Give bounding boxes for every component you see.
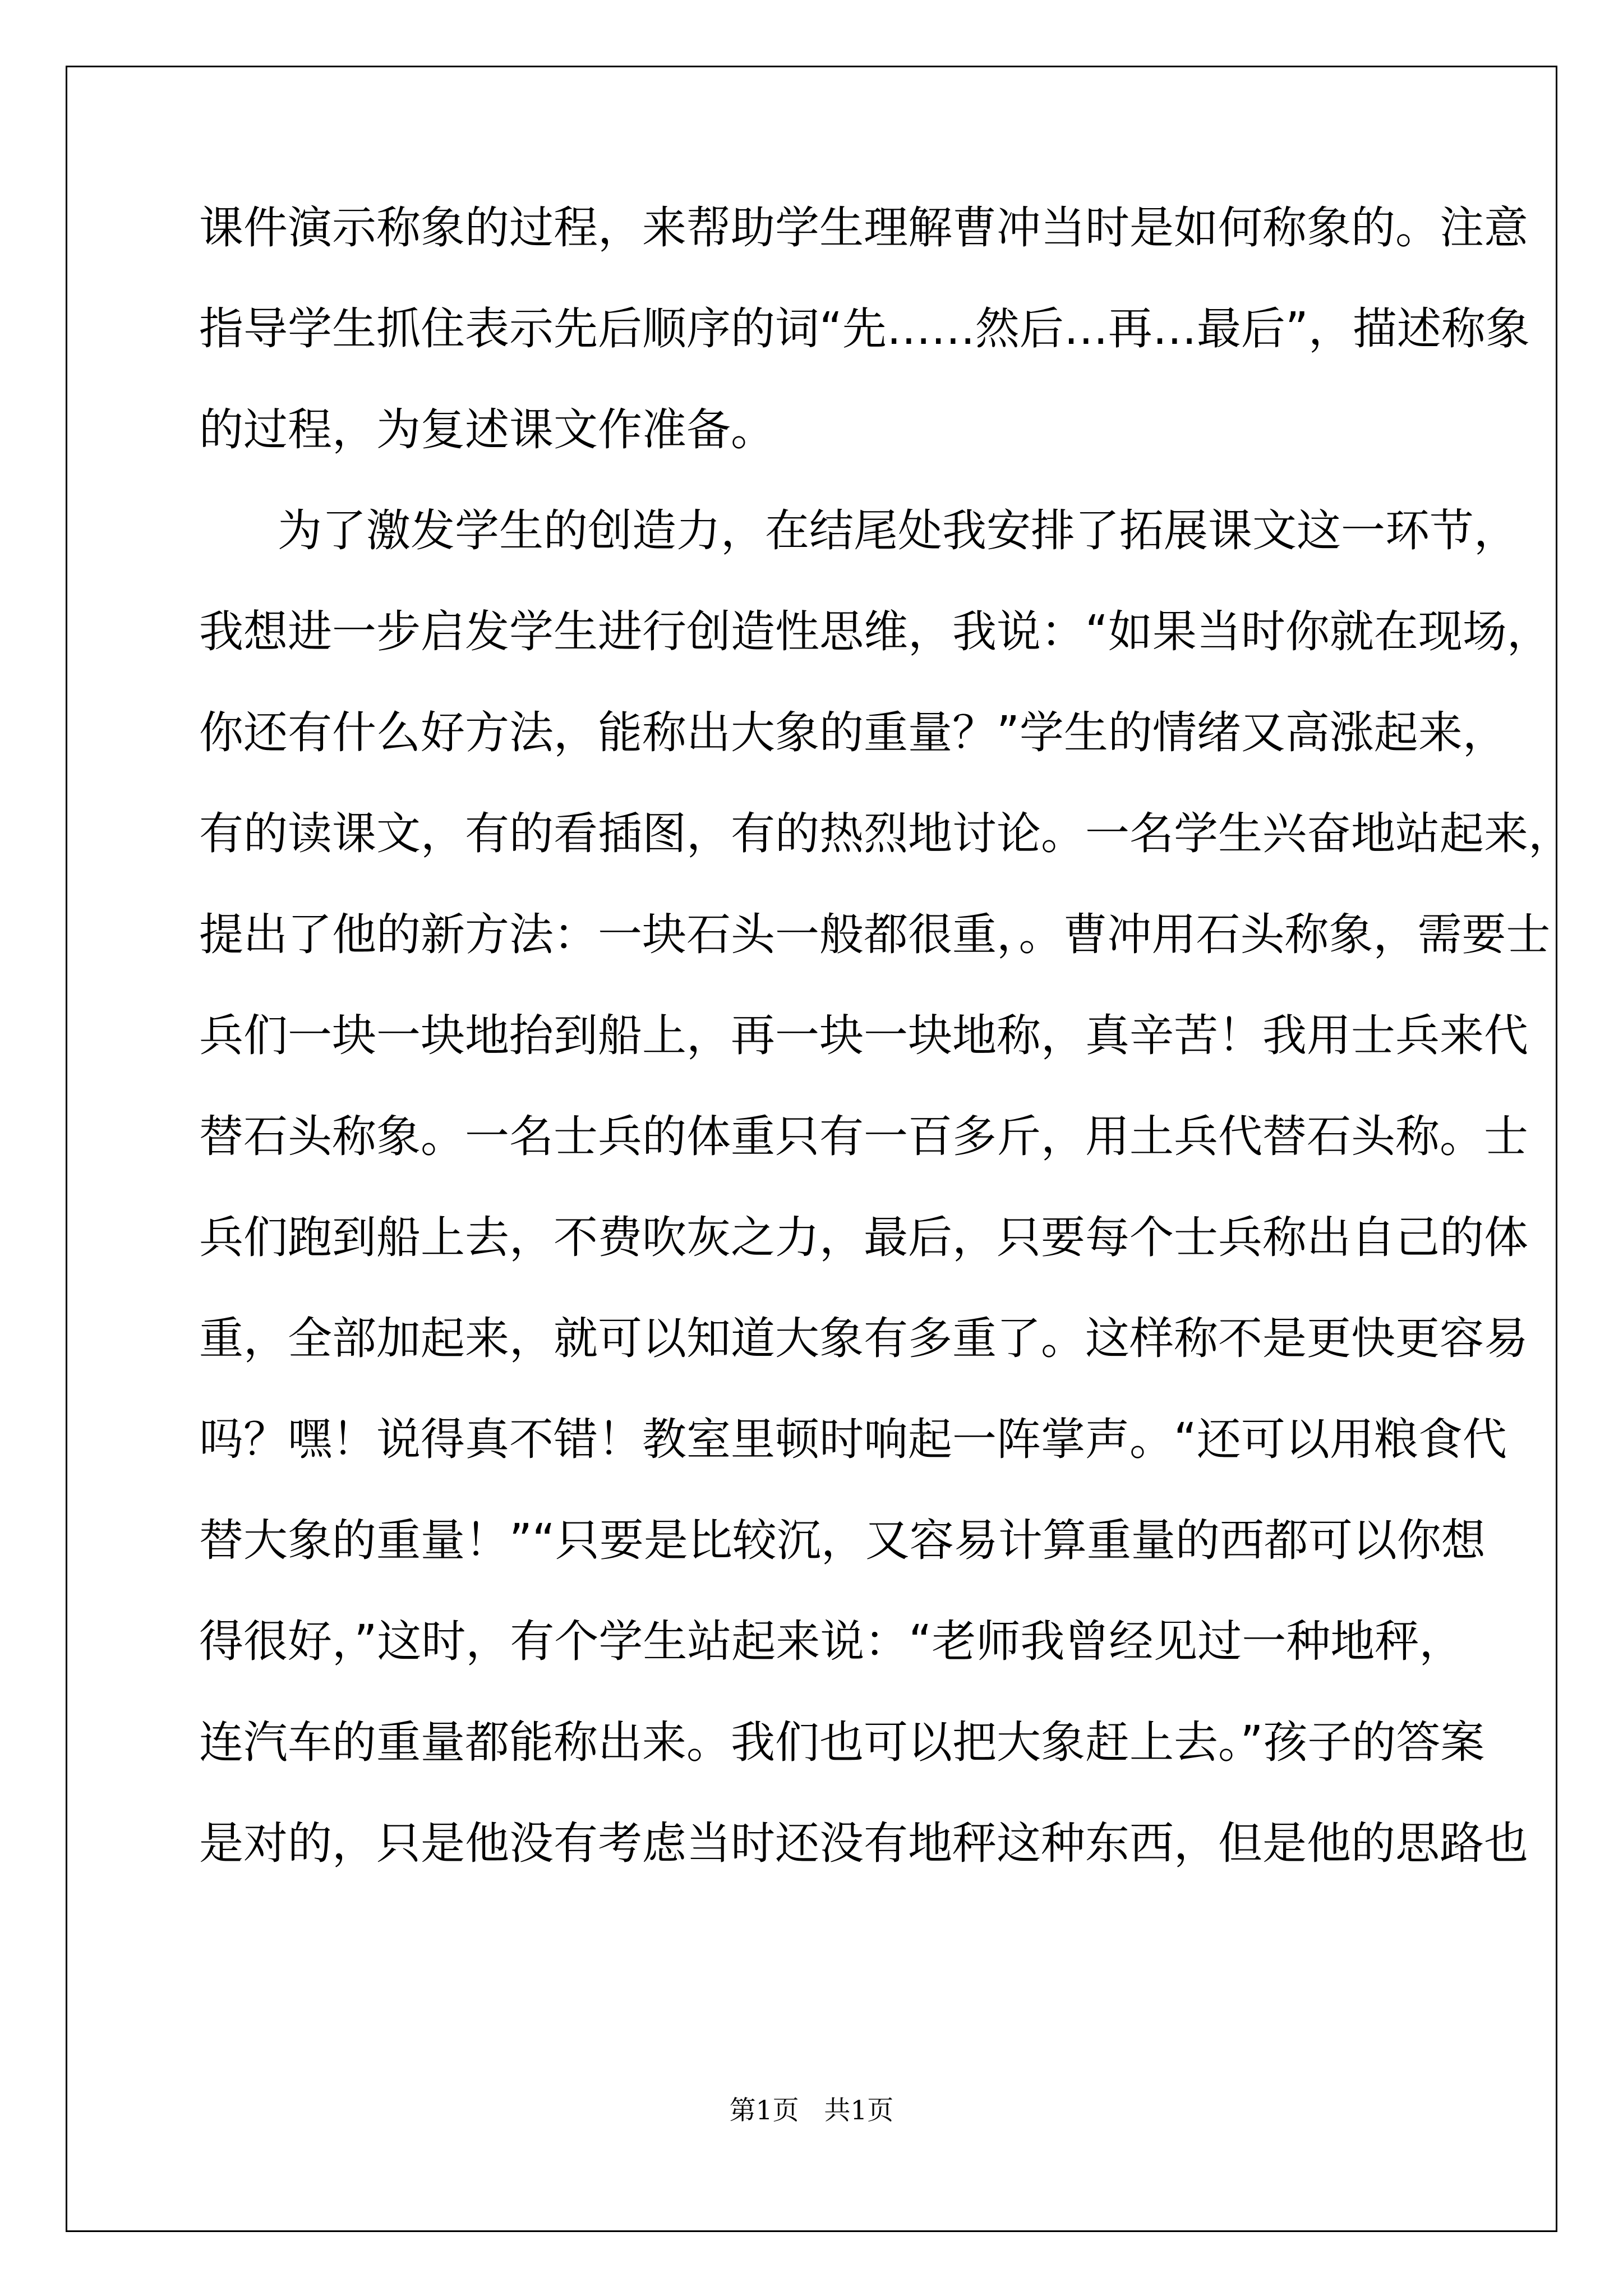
text-line: 指导学生抓住表示先后顺序的词“先……然后…再…最后”，描述称象 <box>199 303 1530 355</box>
text-line: 兵们跑到船上去，不费吹灰之力，最后，只要每个士兵称出自己的体 <box>199 1212 1528 1263</box>
text-line: 的过程，为复述课文作准备。 <box>199 404 775 455</box>
text-line: 连汽车的重量都能称出来。我们也可以把大象赶上去。”孩子的答案 <box>199 1717 1485 1768</box>
text-line: 重，全部加起来，就可以知道大象有多重了。这样称不是更快更容易 <box>199 1313 1528 1364</box>
page-footer: 第1页 共1页 <box>729 2095 894 2126</box>
text-line: 你还有什么好方法，能称出大象的重量？”学生的情绪又高涨起来， <box>199 707 1507 758</box>
text-line: 我想进一步启发学生进行创造性思维，我说：“如果当时你就在现场， <box>199 606 1551 657</box>
text-line: 兵们一块一块地抬到船上，再一块一块地称，真辛苦！我用士兵来代 <box>199 1010 1528 1061</box>
text-line: 有的读课文，有的看插图，有的热烈地讨论。一名学生兴奋地站起来， <box>199 808 1573 859</box>
text-line: 是对的，只是他没有考虑当时还没有地秤这种东西，但是他的思路也 <box>199 1818 1528 1869</box>
text-line: 吗？嘿！说得真不错！教室里顿时响起一阵掌声。“还可以用粮食代 <box>199 1414 1507 1465</box>
text-line: 替大象的重量！”“只要是比较沉，又容易计算重量的西都可以你想 <box>199 1515 1486 1566</box>
paragraph-first-line: 为了激发学生的创造力，在结尾处我安排了拓展课文这一环节， <box>278 505 1518 556</box>
text-line: 替石头称象。一名士兵的体重只有一百多斤，用土兵代替石头称。士 <box>199 1111 1528 1162</box>
text-line: 得很好，”这时，有个学生站起来说：“老师我曾经见过一种地秤， <box>199 1616 1464 1667</box>
text-line: 课件演示称象的过程，来帮助学生理解曹冲当时是如何称象的。注意 <box>199 202 1528 254</box>
text-line: 提出了他的新方法：一块石头一般都很重，。曹冲用石头称象，需要士 <box>199 909 1551 960</box>
